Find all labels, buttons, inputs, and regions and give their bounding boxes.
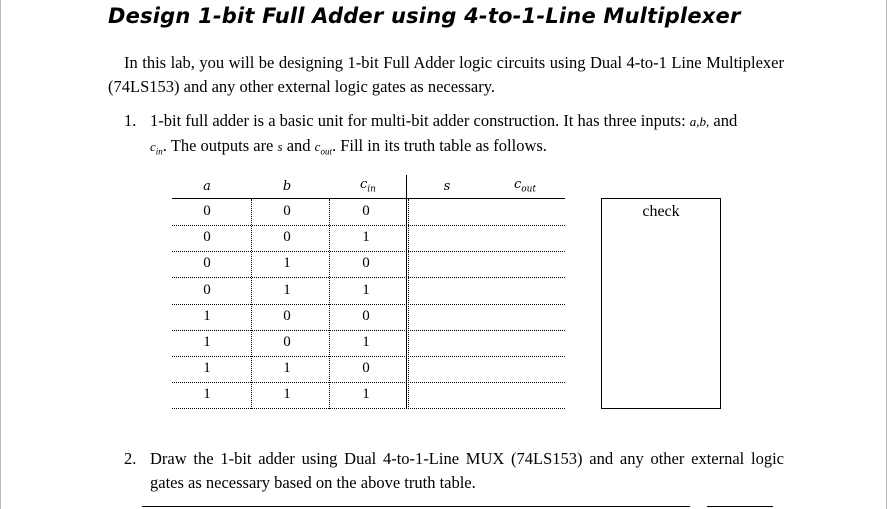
cell-a: 1 xyxy=(203,386,211,403)
item-1-text-end: . Fill in its truth table as follows. xyxy=(331,136,547,155)
cell-b: 1 xyxy=(283,281,291,298)
header-cin-base: c xyxy=(360,177,368,192)
cell-b: 0 xyxy=(283,229,291,246)
var-cout xyxy=(314,139,332,157)
cell-b: 0 xyxy=(283,334,291,350)
cell-b: 0 xyxy=(283,307,291,324)
input-output-divider xyxy=(406,175,407,409)
cell-b: 0 xyxy=(283,203,291,219)
item-1-text xyxy=(150,109,784,164)
item-1-text-and: and xyxy=(709,111,738,130)
page-border-right xyxy=(886,0,887,509)
cell-a: 0 xyxy=(203,203,211,219)
row-separator xyxy=(172,356,565,357)
item-1-text-a: 1-bit full adder is a basic unit for multi-bit adder construction. It has three inputs: xyxy=(150,111,690,130)
item-2-text: Draw the 1-bit adder using Dual 4-to-1-Line MUX (74LS153) and any other external logic gates as necessary based on the above truth table. xyxy=(150,449,784,492)
cell-cin: 1 xyxy=(362,281,370,298)
drawing-area-top-edge xyxy=(142,506,690,507)
row-separator xyxy=(172,408,565,409)
header-cout xyxy=(505,177,545,195)
header-cin xyxy=(350,177,386,195)
cell-cin: 1 xyxy=(362,386,370,403)
check-label: check xyxy=(642,203,680,220)
row-separator xyxy=(172,304,565,305)
intro-paragraph: In this lab, you will be designing 1-bit Full Adder logic circuits using Dual 4-to-1 Line Multiplexer (74LS153) and any other external logic gates as necessary. xyxy=(108,53,784,96)
row-separator xyxy=(172,330,565,331)
var-cin-base: c xyxy=(150,139,156,154)
cell-a: 1 xyxy=(203,334,211,350)
cell-b: 1 xyxy=(283,255,291,272)
row-separator xyxy=(172,382,565,383)
header-cin-sub: in xyxy=(367,184,376,195)
cell-cin: 0 xyxy=(362,360,370,377)
var-cin xyxy=(150,139,163,157)
cell-a: 1 xyxy=(203,307,211,324)
cell-a: 0 xyxy=(203,229,211,246)
drawing-area-top-edge-2 xyxy=(707,506,773,507)
cell-a: 0 xyxy=(203,255,211,272)
var-cout-base: c xyxy=(314,139,321,154)
row-separator xyxy=(172,225,565,226)
cell-b: 1 xyxy=(283,360,291,377)
header-a: a xyxy=(203,179,211,194)
item-2-number: 2. xyxy=(124,449,137,468)
header-rule xyxy=(172,198,565,199)
row-separator xyxy=(172,277,565,278)
item-1-text-outputs: . The outputs are xyxy=(162,136,278,155)
cell-cin: 1 xyxy=(362,229,370,246)
var-s: s xyxy=(277,139,283,154)
header-cout-sub: out xyxy=(521,184,537,195)
cell-cin: 0 xyxy=(362,255,370,272)
cell-cin: 1 xyxy=(362,334,370,350)
var-cin-sub: in xyxy=(155,146,163,157)
header-s: s xyxy=(443,179,451,194)
cell-a: 0 xyxy=(203,281,211,298)
document-title: Design 1-bit Full Adder using 4-to-1-Line Multiplexer xyxy=(108,4,741,28)
row-separator xyxy=(172,251,565,252)
cell-b: 1 xyxy=(283,386,291,403)
var-cout-sub: out xyxy=(320,146,332,157)
var-ab: a,b, xyxy=(689,114,710,129)
item-1-number: 1. xyxy=(124,111,137,130)
check-box xyxy=(601,198,721,409)
cell-cin: 0 xyxy=(362,203,370,219)
item-1-text-and2: and xyxy=(282,136,315,155)
cell-a: 1 xyxy=(203,360,211,377)
header-cout-base: c xyxy=(513,177,522,192)
header-b: b xyxy=(282,179,292,194)
cell-cin: 0 xyxy=(362,307,370,324)
page-border-left xyxy=(0,0,1,509)
